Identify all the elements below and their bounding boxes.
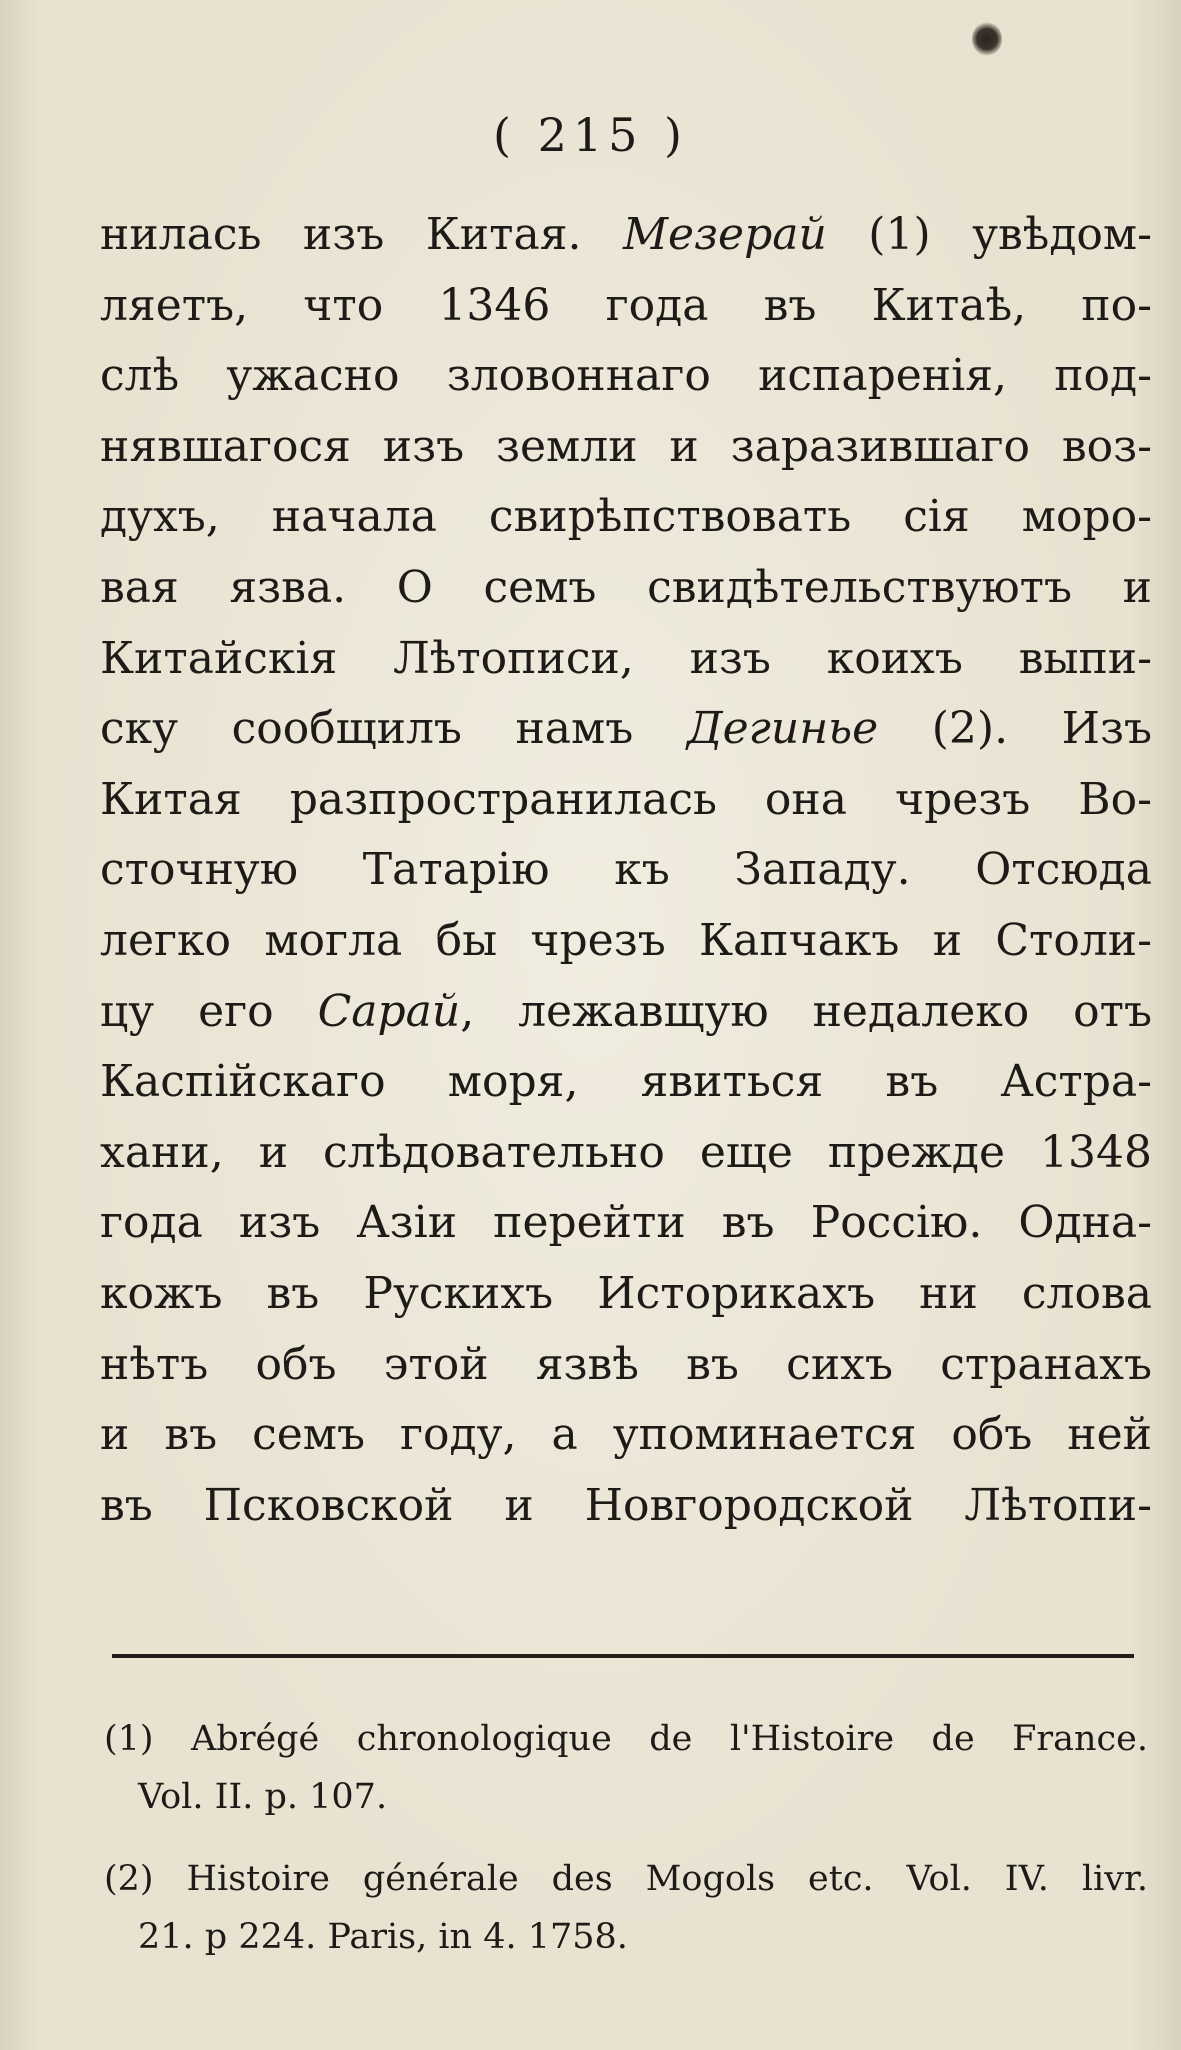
footnote-line: (1) Abrégé chronologique de l'Histoire de France. bbox=[104, 1719, 1148, 1759]
italic-name: Дегинье bbox=[686, 703, 879, 755]
text-line bbox=[100, 1188, 1152, 1259]
ink-blot-stain bbox=[972, 22, 1002, 56]
text-segment: хани, и слѣдовательно еще прежде 1348 bbox=[100, 1126, 1152, 1178]
text-segment: кожъ въ Рускихъ Историкахъ ни слова bbox=[100, 1267, 1152, 1319]
text-segment: легко могла бы чрезъ Капчакъ и Столи- bbox=[100, 914, 1152, 966]
footnote-gap bbox=[104, 1826, 1148, 1850]
text-segment: сточную Татарію къ Западу. Отсюда bbox=[100, 844, 1152, 896]
text-segment: , лежавщую недалеко отъ bbox=[460, 985, 1152, 1037]
text-line bbox=[100, 1330, 1152, 1401]
footnote-line-continued: Vol. II. p. 107. bbox=[138, 1777, 388, 1817]
text-segment: нѣтъ объ этой язвѣ въ сихъ странахъ bbox=[100, 1338, 1152, 1390]
text-segment: Китая разпространилась она чрезъ Во- bbox=[100, 773, 1152, 825]
text-line bbox=[100, 1259, 1152, 1330]
text-segment: ляетъ, что 1346 года въ Китаѣ, по- bbox=[100, 279, 1152, 331]
text-segment: (2). Изъ bbox=[878, 703, 1152, 755]
text-line bbox=[100, 765, 1152, 836]
text-segment: Китайскія Лѣтописи, изъ коихъ выпи- bbox=[100, 632, 1152, 684]
text-line bbox=[100, 1118, 1152, 1189]
text-line bbox=[100, 624, 1152, 695]
italic-name: Мезерай bbox=[622, 209, 827, 260]
text-line bbox=[100, 482, 1152, 553]
text-line bbox=[100, 271, 1152, 342]
body-text bbox=[100, 200, 1152, 1541]
text-line bbox=[100, 977, 1152, 1048]
text-segment: нявшагося изъ земли и заразившаго воз- bbox=[100, 420, 1152, 472]
text-segment: вая язва. О семъ свидѣтельствуютъ и bbox=[100, 561, 1152, 613]
text-line bbox=[100, 694, 1152, 765]
page-number: ( 215 ) bbox=[493, 108, 688, 162]
text-line bbox=[100, 1400, 1152, 1471]
text-segment: ску сообщилъ намъ bbox=[100, 703, 687, 755]
text-line bbox=[100, 1047, 1152, 1118]
text-segment: въ Псковской и Новгородской Лѣтопи- bbox=[100, 1479, 1152, 1531]
text-line bbox=[100, 1471, 1152, 1542]
text-segment: нилась изъ Китая. bbox=[100, 209, 623, 260]
text-segment: (1) увѣдом- bbox=[826, 209, 1152, 260]
text-line bbox=[100, 835, 1152, 906]
footnote-line-continued: 21. p 224. Paris, in 4. 1758. bbox=[138, 1917, 628, 1957]
text-segment: Каспійскаго моря, явиться въ Астра- bbox=[100, 1056, 1152, 1108]
text-line bbox=[100, 341, 1152, 412]
text-line bbox=[100, 200, 1152, 271]
text-segment: цу его bbox=[100, 985, 318, 1037]
text-segment: духъ, начала свирѣпствовать сія моро- bbox=[100, 491, 1152, 543]
text-segment: и въ семъ году, а упоминается объ ней bbox=[100, 1409, 1152, 1461]
italic-name: Сарай bbox=[317, 985, 461, 1037]
text-segment: слѣ ужасно зловоннаго испаренія, под- bbox=[100, 350, 1152, 402]
footnote-separator-rule bbox=[112, 1654, 1134, 1658]
text-line bbox=[100, 906, 1152, 977]
text-segment: года изъ Азіи перейти въ Россію. Одна- bbox=[100, 1197, 1152, 1249]
footnote-line: (2) Histoire générale des Mogols etc. Vol. IV. livr. bbox=[104, 1859, 1148, 1899]
footnotes bbox=[104, 1710, 1148, 1966]
text-line bbox=[100, 553, 1152, 624]
text-line bbox=[100, 412, 1152, 483]
